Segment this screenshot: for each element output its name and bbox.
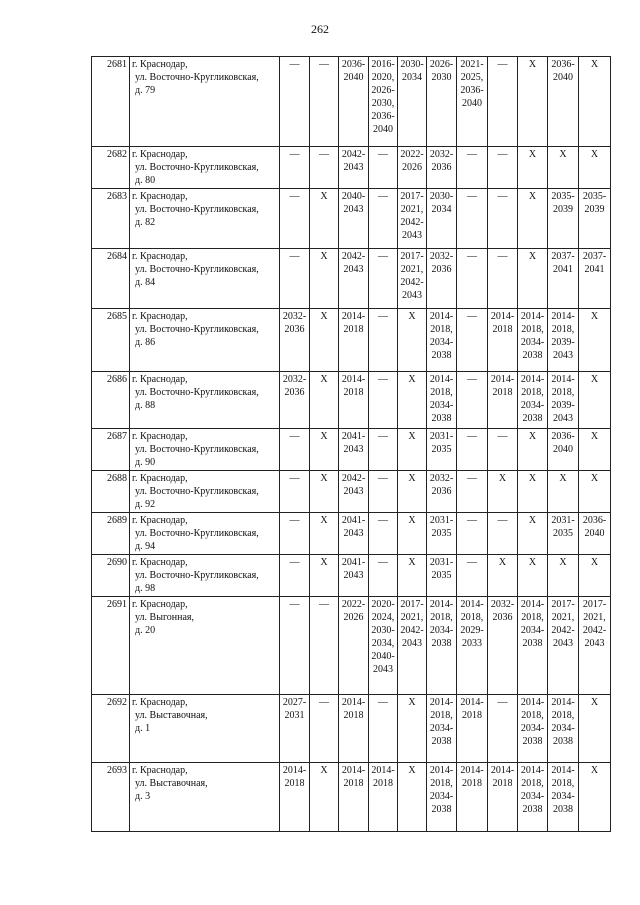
address-line: д. 86 [135, 337, 156, 348]
period-cell: X [579, 555, 611, 597]
period-cell: X [398, 763, 427, 832]
address-cell [130, 597, 280, 695]
row-number: 2686 [92, 372, 130, 429]
period-cell: 2032- 2036 [427, 147, 457, 189]
period-cell: 2014- 2018 [488, 763, 518, 832]
period-cell: — [280, 555, 310, 597]
period-cell: 2017- 2021, 2042- 2043 [398, 597, 427, 695]
period-cell: — [369, 513, 398, 555]
address-cell [130, 372, 280, 429]
address-line: д. 20 [135, 625, 156, 636]
period-cell: — [280, 471, 310, 513]
address-line: г. Краснодар, [132, 191, 188, 202]
period-cell: 2017- 2021, 2042- 2043 [548, 597, 579, 695]
period-cell: — [369, 249, 398, 309]
period-cell: 2016- 2020, 2026- 2030, 2036- 2040 [369, 57, 398, 147]
period-cell: 2014- 2018, 2034- 2038 [518, 309, 548, 372]
period-cell: 2027- 2031 [280, 695, 310, 763]
address-line: ул. Восточно-Кругликовская, [135, 528, 259, 539]
row-number: 2691 [92, 597, 130, 695]
period-cell: 2031- 2035 [427, 429, 457, 471]
period-cell: 2014- 2018, 2034- 2038 [427, 597, 457, 695]
period-cell: X [579, 763, 611, 832]
period-cell: — [369, 372, 398, 429]
address-line: г. Краснодар, [132, 251, 188, 262]
row-number: 2693 [92, 763, 130, 832]
table-row [92, 597, 611, 695]
period-cell: X [310, 429, 339, 471]
period-cell: X [398, 372, 427, 429]
period-cell: X [518, 471, 548, 513]
period-cell: X [548, 555, 579, 597]
period-cell: X [579, 372, 611, 429]
period-cell: — [280, 597, 310, 695]
row-number: 2684 [92, 249, 130, 309]
address-line: г. Краснодар, [132, 599, 188, 610]
period-cell: — [369, 429, 398, 471]
period-cell: X [310, 471, 339, 513]
table-row [92, 372, 611, 429]
period-cell: X [518, 57, 548, 147]
period-cell: 2014- 2018, 2039- 2043 [548, 372, 579, 429]
period-cell: — [369, 189, 398, 249]
period-cell: 2014- 2018 [339, 309, 369, 372]
period-cell: X [310, 372, 339, 429]
period-cell: — [488, 57, 518, 147]
period-cell: 2032- 2036 [427, 471, 457, 513]
period-cell: 2032- 2036 [488, 597, 518, 695]
period-cell: — [488, 513, 518, 555]
period-cell: — [280, 189, 310, 249]
period-cell: X [579, 57, 611, 147]
row-number: 2688 [92, 471, 130, 513]
address-line: г. Краснодар, [132, 431, 188, 442]
period-cell: 2014- 2018, 2034- 2038 [518, 763, 548, 832]
period-cell: X [518, 189, 548, 249]
address-line: ул. Выгонная, [135, 612, 195, 623]
address-line: ул. Восточно-Кругликовская, [135, 387, 259, 398]
period-cell: — [488, 695, 518, 763]
period-cell: 2041- 2043 [339, 429, 369, 471]
address-cell [130, 309, 280, 372]
table-row [92, 763, 611, 832]
address-line: д. 80 [135, 175, 156, 186]
address-cell [130, 249, 280, 309]
table-row [92, 189, 611, 249]
period-cell: — [280, 513, 310, 555]
address-line: г. Краснодар, [132, 515, 188, 526]
period-cell: X [398, 429, 427, 471]
period-cell: 2032- 2036 [280, 372, 310, 429]
period-cell: — [488, 147, 518, 189]
period-cell: — [488, 249, 518, 309]
period-cell: 2017- 2021, 2042- 2043 [398, 249, 427, 309]
period-cell: X [310, 763, 339, 832]
table-row [92, 695, 611, 763]
period-cell: — [457, 249, 488, 309]
period-cell: — [280, 57, 310, 147]
table-row [92, 147, 611, 189]
period-cell: — [310, 147, 339, 189]
period-cell: 2014- 2018, 2034- 2038 [518, 372, 548, 429]
period-cell: — [457, 372, 488, 429]
period-cell: 2014- 2018 [339, 695, 369, 763]
table-row [92, 309, 611, 372]
period-cell: 2035- 2039 [548, 189, 579, 249]
period-cell: X [518, 249, 548, 309]
period-cell: X [579, 429, 611, 471]
address-line: г. Краснодар, [132, 374, 188, 385]
period-cell: X [398, 513, 427, 555]
period-cell: 2032- 2036 [427, 249, 457, 309]
period-cell: 2014- 2018 [339, 372, 369, 429]
row-number: 2690 [92, 555, 130, 597]
table-row [92, 555, 611, 597]
row-number: 2685 [92, 309, 130, 372]
period-cell: 2037- 2041 [548, 249, 579, 309]
period-cell: 2036- 2040 [339, 57, 369, 147]
period-cell: — [369, 695, 398, 763]
row-number: 2687 [92, 429, 130, 471]
period-cell: — [310, 695, 339, 763]
period-cell: 2037- 2041 [579, 249, 611, 309]
address-line: д. 92 [135, 499, 156, 510]
address-line: ул. Восточно-Кругликовская, [135, 162, 259, 173]
address-line: д. 79 [135, 85, 156, 96]
period-cell: 2014- 2018, 2034- 2038 [518, 597, 548, 695]
period-cell: 2014- 2018 [280, 763, 310, 832]
period-cell: X [518, 555, 548, 597]
period-cell: — [457, 471, 488, 513]
period-cell: 2014- 2018 [457, 763, 488, 832]
period-cell: X [398, 471, 427, 513]
period-cell: — [457, 513, 488, 555]
table-row [92, 249, 611, 309]
address-line: г. Краснодар, [132, 765, 188, 776]
address-line: ул. Выставочная, [135, 710, 208, 721]
period-cell: X [398, 555, 427, 597]
address-line: ул. Восточно-Кругликовская, [135, 72, 259, 83]
period-cell: X [310, 513, 339, 555]
period-cell: X [310, 189, 339, 249]
address-line: д. 1 [135, 723, 151, 734]
address-cell [130, 429, 280, 471]
period-cell: X [310, 249, 339, 309]
period-cell: 2032- 2036 [280, 309, 310, 372]
address-cell [130, 57, 280, 147]
period-cell: — [280, 249, 310, 309]
address-line: г. Краснодар, [132, 557, 188, 568]
address-cell [130, 471, 280, 513]
period-cell: 2031- 2035 [427, 513, 457, 555]
period-cell: 2042- 2043 [339, 471, 369, 513]
period-cell: — [369, 309, 398, 372]
period-cell: X [518, 429, 548, 471]
period-cell: 2022- 2026 [339, 597, 369, 695]
period-cell: 2026- 2030 [427, 57, 457, 147]
period-cell: 2040- 2043 [339, 189, 369, 249]
period-cell: 2014- 2018 [488, 309, 518, 372]
period-cell: X [548, 147, 579, 189]
address-line: ул. Восточно-Кругликовская, [135, 570, 259, 581]
address-cell [130, 555, 280, 597]
table-row [92, 513, 611, 555]
period-cell: 2041- 2043 [339, 555, 369, 597]
page-number: 262 [311, 22, 329, 36]
address-line: д. 84 [135, 277, 156, 288]
address-line: ул. Восточно-Кругликовская, [135, 444, 259, 455]
period-cell: 2014- 2018, 2034- 2038 [427, 372, 457, 429]
address-line: д. 90 [135, 457, 156, 468]
period-cell: 2022- 2026 [398, 147, 427, 189]
period-cell: 2036- 2040 [548, 429, 579, 471]
period-cell: 2014- 2018, 2034- 2038 [548, 695, 579, 763]
period-cell: 2042- 2043 [339, 249, 369, 309]
period-cell: 2014- 2018, 2039- 2043 [548, 309, 579, 372]
address-cell [130, 763, 280, 832]
address-line: ул. Восточно-Кругликовская, [135, 204, 259, 215]
address-line: д. 3 [135, 791, 151, 802]
period-cell: — [310, 597, 339, 695]
row-number: 2681 [92, 57, 130, 147]
period-cell: 2014- 2018 [339, 763, 369, 832]
row-number: 2689 [92, 513, 130, 555]
period-cell: X [488, 555, 518, 597]
address-line: ул. Восточно-Кругликовская, [135, 264, 259, 275]
address-line: д. 88 [135, 400, 156, 411]
period-cell: 2014- 2018, 2029- 2033 [457, 597, 488, 695]
period-cell: — [457, 429, 488, 471]
period-cell: X [398, 309, 427, 372]
row-number: 2692 [92, 695, 130, 763]
period-cell: 2014- 2018 [369, 763, 398, 832]
table-row [92, 429, 611, 471]
address-cell [130, 695, 280, 763]
address-line: д. 82 [135, 217, 156, 228]
period-cell: 2035- 2039 [579, 189, 611, 249]
period-cell: — [488, 429, 518, 471]
address-line: ул. Восточно-Кругликовская, [135, 486, 259, 497]
address-line: г. Краснодар, [132, 149, 188, 160]
period-cell: 2017- 2021, 2042- 2043 [398, 189, 427, 249]
period-cell: 2031- 2035 [427, 555, 457, 597]
period-cell: X [518, 147, 548, 189]
period-cell: — [488, 189, 518, 249]
period-cell: — [457, 147, 488, 189]
period-cell: X [548, 471, 579, 513]
period-cell: 2031- 2035 [548, 513, 579, 555]
period-cell: X [579, 147, 611, 189]
period-cell: 2020- 2024, 2030- 2034, 2040- 2043 [369, 597, 398, 695]
period-cell: — [280, 429, 310, 471]
row-number: 2683 [92, 189, 130, 249]
period-cell: X [579, 471, 611, 513]
period-cell: 2030- 2034 [427, 189, 457, 249]
address-cell [130, 189, 280, 249]
period-cell: 2017- 2021, 2042- 2043 [579, 597, 611, 695]
period-cell: 2021- 2025, 2036- 2040 [457, 57, 488, 147]
period-cell: X [488, 471, 518, 513]
address-line: г. Краснодар, [132, 473, 188, 484]
table-row [92, 57, 611, 147]
period-cell: X [310, 309, 339, 372]
period-cell: 2014- 2018 [457, 695, 488, 763]
period-cell: — [369, 471, 398, 513]
address-line: г. Краснодар, [132, 697, 188, 708]
period-cell: X [310, 555, 339, 597]
period-cell: — [457, 189, 488, 249]
period-cell: 2014- 2018, 2034- 2038 [427, 309, 457, 372]
address-line: г. Краснодар, [132, 59, 188, 70]
address-line: г. Краснодар, [132, 311, 188, 322]
period-cell: 2014- 2018, 2034- 2038 [427, 695, 457, 763]
period-cell: — [310, 57, 339, 147]
period-cell: 2014- 2018, 2034- 2038 [548, 763, 579, 832]
row-number: 2682 [92, 147, 130, 189]
repair-schedule-table [91, 56, 611, 832]
period-cell: X [579, 309, 611, 372]
period-cell: 2014- 2018, 2034- 2038 [427, 763, 457, 832]
period-cell: — [280, 147, 310, 189]
period-cell: 2014- 2018, 2034- 2038 [518, 695, 548, 763]
address-line: ул. Восточно-Кругликовская, [135, 324, 259, 335]
period-cell: 2042- 2043 [339, 147, 369, 189]
address-cell [130, 513, 280, 555]
period-cell: X [398, 695, 427, 763]
period-cell: — [369, 555, 398, 597]
period-cell: X [518, 513, 548, 555]
period-cell: 2036- 2040 [579, 513, 611, 555]
period-cell: 2030- 2034 [398, 57, 427, 147]
period-cell: 2014- 2018 [488, 372, 518, 429]
address-cell [130, 147, 280, 189]
period-cell: 2036- 2040 [548, 57, 579, 147]
period-cell: — [457, 555, 488, 597]
address-line: ул. Выставочная, [135, 778, 208, 789]
address-line: д. 98 [135, 583, 156, 594]
address-line: д. 94 [135, 541, 156, 552]
table-row [92, 471, 611, 513]
period-cell: 2041- 2043 [339, 513, 369, 555]
period-cell: — [457, 309, 488, 372]
period-cell: X [579, 695, 611, 763]
period-cell: — [369, 147, 398, 189]
